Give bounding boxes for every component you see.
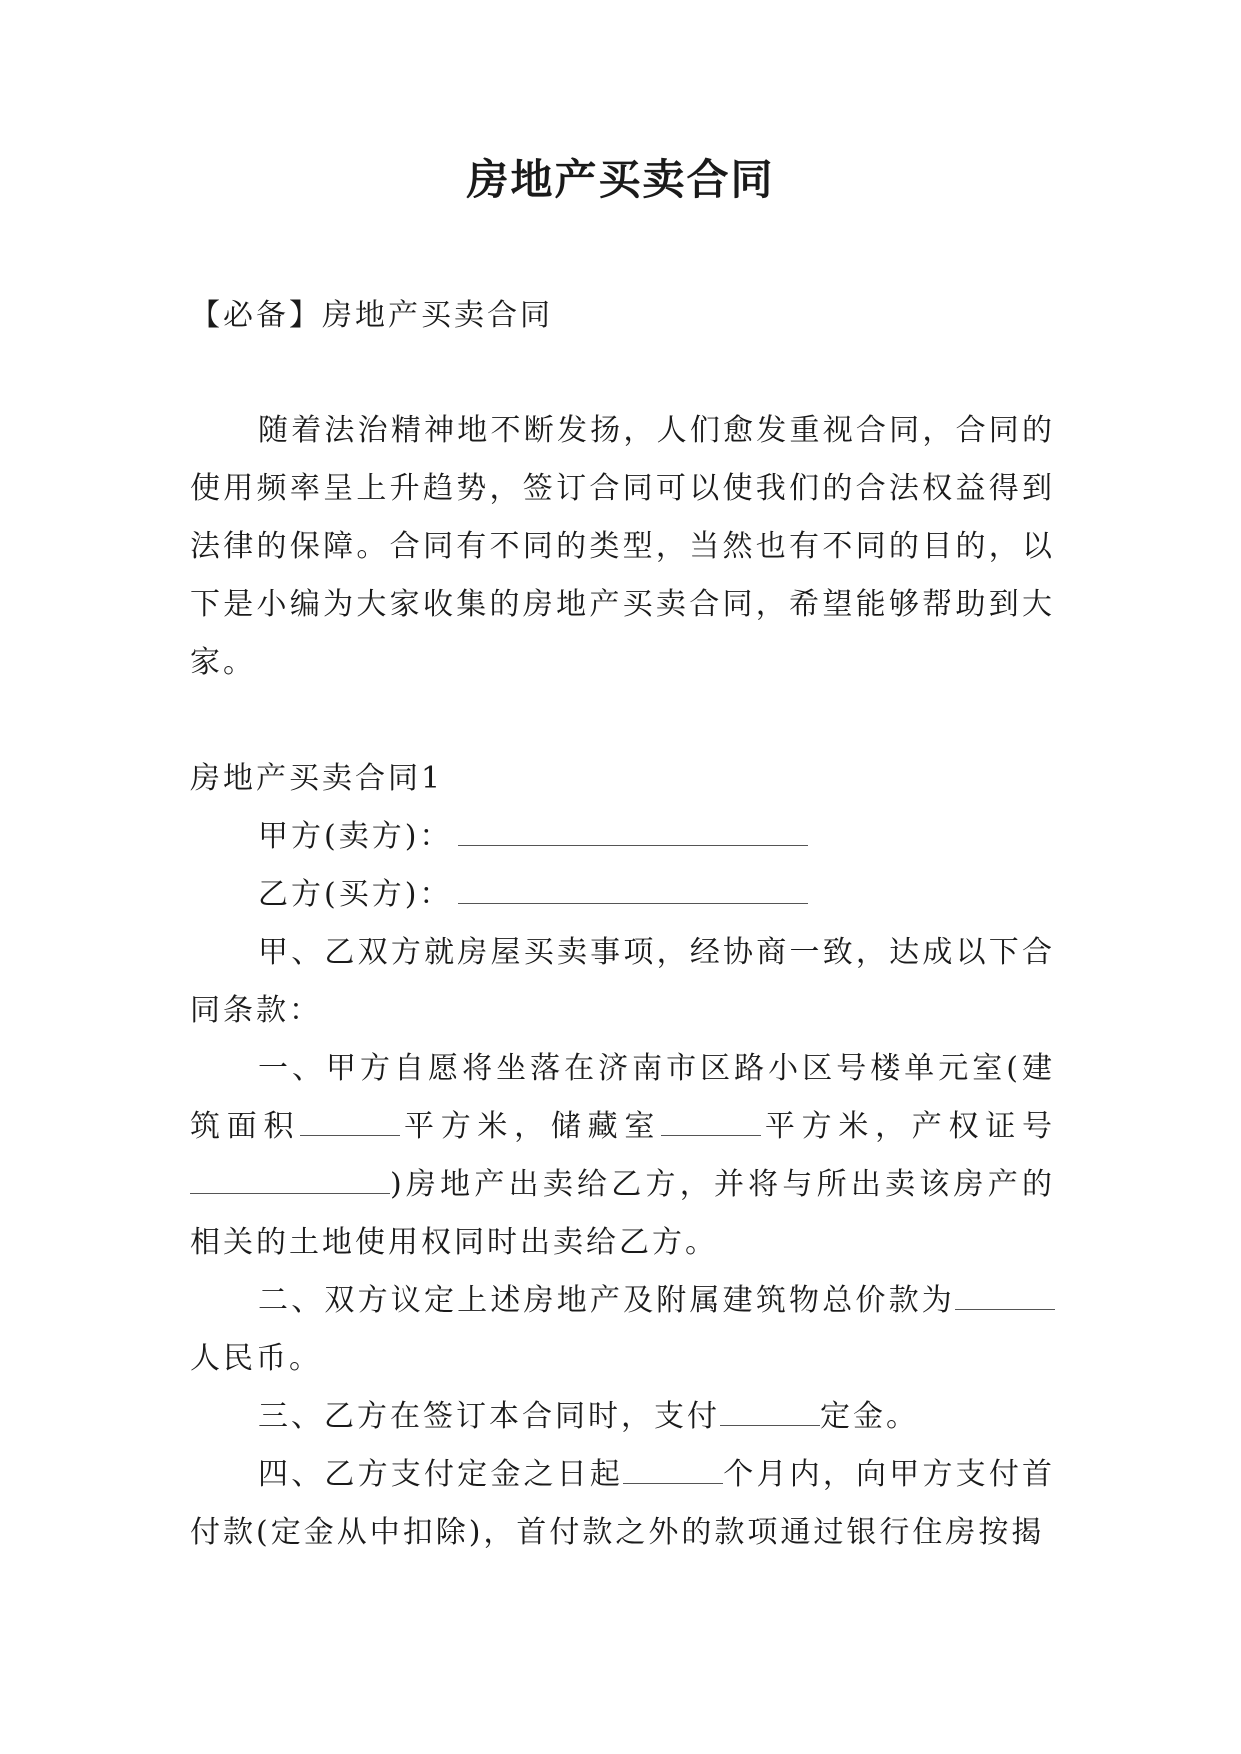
party-a-label: 甲方(卖方)： <box>258 819 453 854</box>
clause-2-text-b: 人民币。 <box>190 1341 322 1376</box>
clause-1-text-d: )房地产出卖给乙方，并将与所出卖该房产的相关的土地使用权同时出卖给乙方。 <box>190 1167 1055 1260</box>
party-a-blank[interactable] <box>458 821 808 846</box>
intro-paragraph: 随着法治精神地不断发扬，人们愈发重视合同，合同的使用频率呈上升趋势，签订合同可以使我们的合法权益得到法律的保障。合同有不同的类型，当然也有不同的目的，以下是小编为大家收集的房地产买卖合同，希望能够帮助到大家。 <box>190 413 1055 680</box>
storage-area-blank[interactable] <box>661 1111 761 1136</box>
clause-2-text-a: 二、双方议定上述房地产及附属建筑物总价款为 <box>258 1283 955 1318</box>
total-price-blank[interactable] <box>955 1285 1055 1310</box>
clause-4-text-a: 四、乙方支付定金之日起 <box>258 1457 624 1492</box>
clause-1-text-c: 平方米，产权证号 <box>761 1109 1056 1144</box>
party-b-label: 乙方(买方)： <box>258 877 453 912</box>
party-b-blank[interactable] <box>458 879 808 904</box>
clause-3 <box>190 1388 1055 1446</box>
building-area-blank[interactable] <box>300 1111 400 1136</box>
clause-3-text-a: 三、乙方在签订本合同时，支付 <box>258 1399 720 1434</box>
document-subtitle: 【必备】房地产买卖合同 <box>190 298 553 333</box>
clause-1-text-a: 一、甲方自愿将坐落在济南市区路小区号楼单元室(建筑面积 <box>190 1051 1055 1144</box>
party-b-line <box>190 866 1055 924</box>
months-blank[interactable] <box>623 1459 723 1484</box>
clause-1-text-b: 平方米，储藏室 <box>400 1109 662 1144</box>
certificate-number-blank[interactable] <box>190 1169 390 1194</box>
deposit-blank[interactable] <box>720 1401 820 1426</box>
preamble-paragraph: 甲、乙双方就房屋买卖事项，经协商一致，达成以下合同条款： <box>190 935 1055 1028</box>
contract-heading: 房地产买卖合同1 <box>190 761 444 796</box>
clause-2 <box>190 1272 1055 1388</box>
clause-4-text-b: 个月内，向甲方支付首付款(定金从中扣除)，首付款之外的款项通过银行住房按揭 <box>190 1457 1056 1550</box>
party-a-line <box>190 808 1055 866</box>
clause-4 <box>190 1446 1055 1562</box>
clause-1 <box>190 1040 1055 1272</box>
clause-3-text-b: 定金。 <box>820 1399 919 1434</box>
page-title: 房地产买卖合同 <box>466 155 775 204</box>
contract-section <box>190 750 1055 1562</box>
